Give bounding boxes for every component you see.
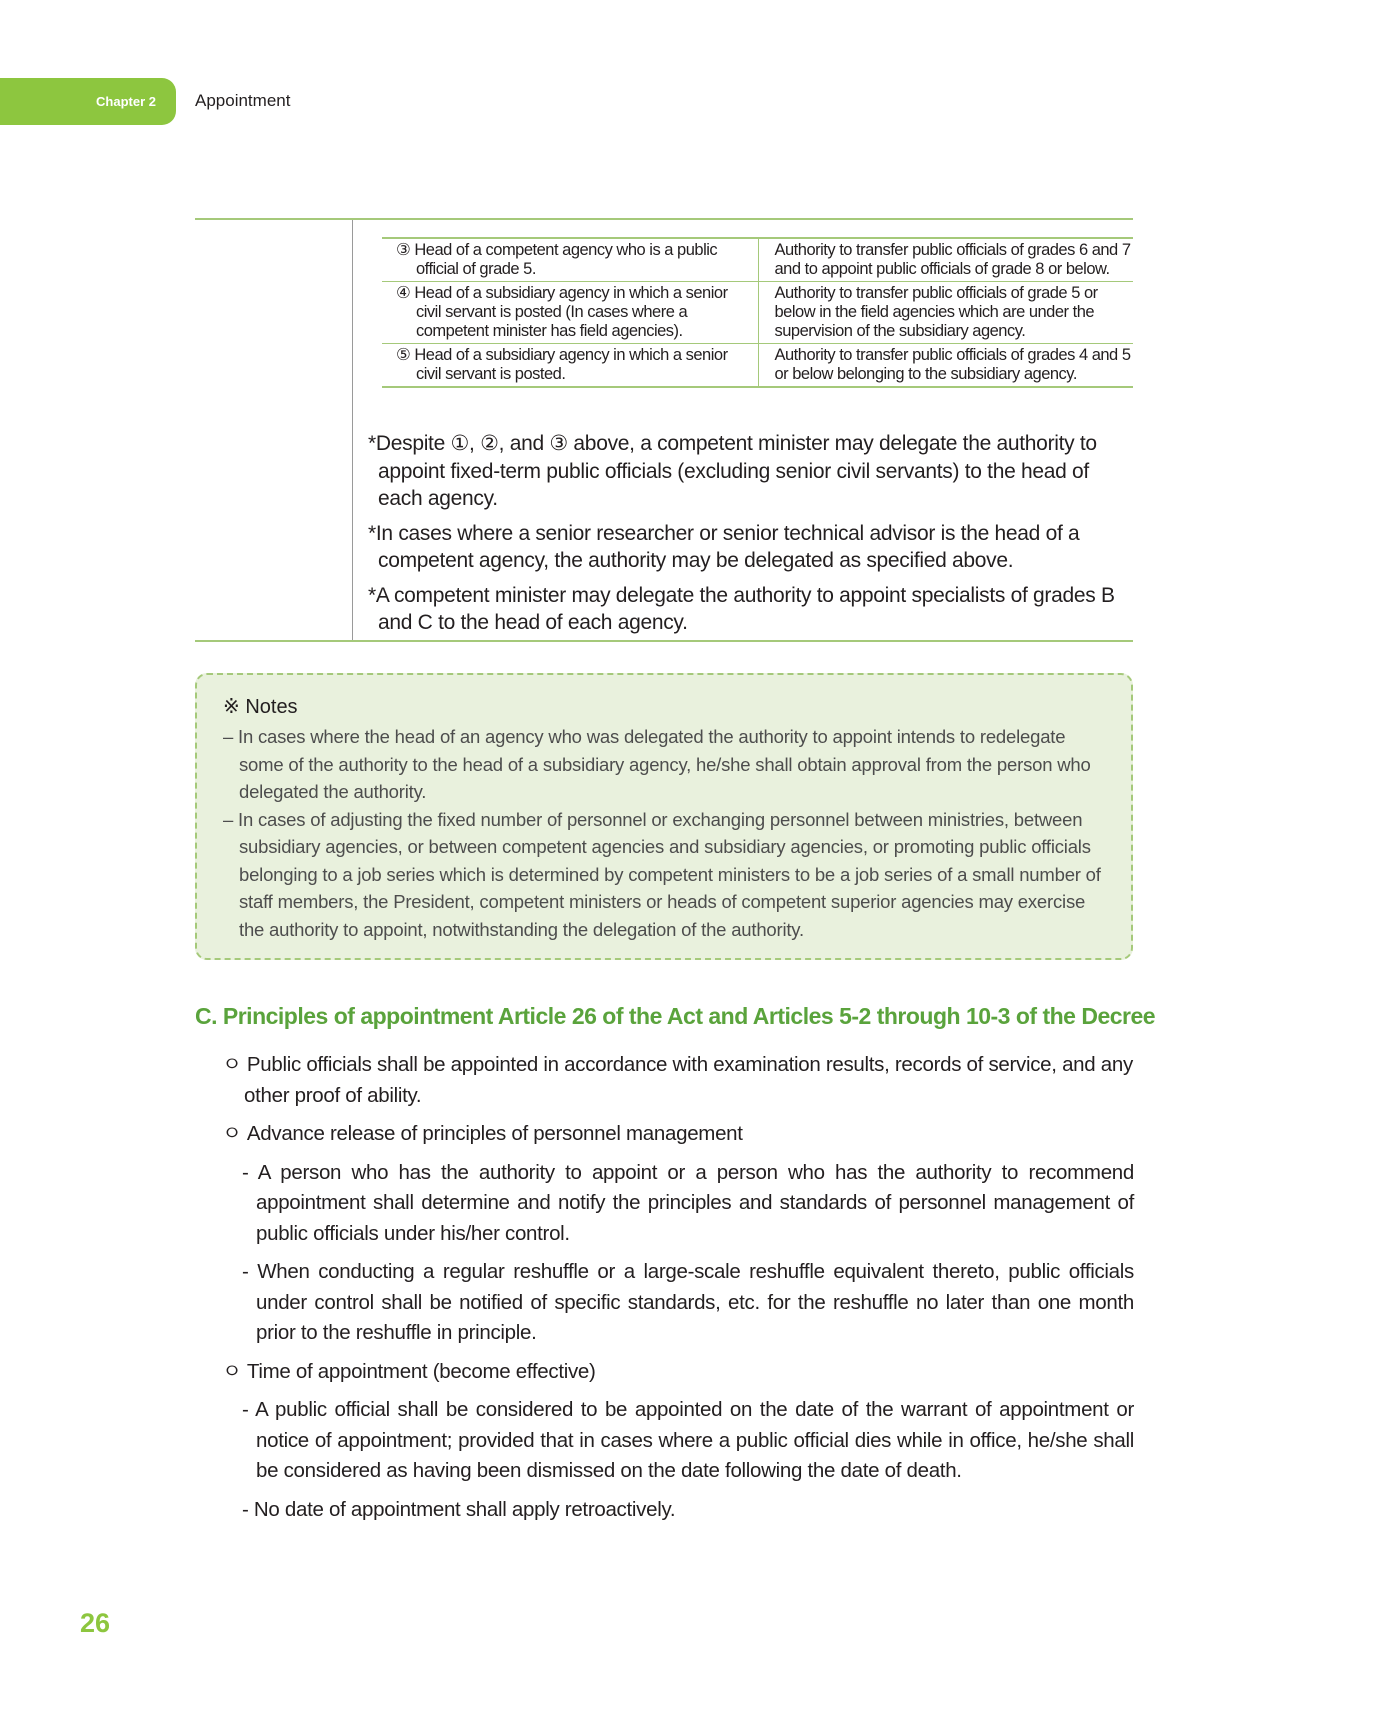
footnote: *Despite ①, ②, and ③ above, a competent minister may delegate the authority to appoint fixed-term public officials (excluding senior civil servants) to the head of each agency.: [368, 432, 1097, 510]
sub-item: - A public official shall be considered to be appointed on the date of the warrant of appointment or notice of appointment; provided that in cases where a public official dies while in office, he/she shall be considered as having been dismissed on the date following the date of death.: [242, 1398, 1134, 1482]
table-footnotes: [368, 430, 1120, 644]
table-cell-who: ③ Head of a competent agency who is a public official of grade 5.: [382, 238, 758, 282]
table-cell-authority: Authority to transfer public officials of grade 5 or below in the field agencies which are under the supervision of the subsidiary agency.: [758, 282, 1133, 344]
delegation-table-frame: [195, 218, 1133, 642]
table-row: [382, 282, 1133, 344]
chapter-title: Appointment: [195, 91, 291, 110]
note-item: – In cases where the head of an agency who was delegated the authority to appoint intends to redelegate some of the authority to the head of a subsidiary agency, he/she shall obtain approval from the person who delegated the authority.: [223, 726, 1091, 802]
section-heading: C. Principles of appointment Article 26 of the Act and Articles 5-2 through 10-3 of the Decree: [195, 1003, 1156, 1029]
chapter-label: Chapter 2: [96, 94, 156, 109]
notes-box: [195, 673, 1133, 960]
bullet-item: ㅇ Time of appointment (become effective): [222, 1359, 596, 1383]
page-number: 26: [80, 1608, 111, 1638]
table-row: [382, 344, 1133, 388]
table-cell-who: ⑤ Head of a subsidiary agency in which a senior civil servant is posted.: [382, 344, 758, 388]
table-cell-who: ④ Head of a subsidiary agency in which a senior civil servant is posted (In cases where a competent minister has field agencies).: [382, 282, 758, 344]
delegation-table: [382, 237, 1133, 388]
table-cell-authority: Authority to transfer public officials of grades 4 and 5 or below belonging to the subsidiary agency.: [758, 344, 1133, 388]
bullet-item: ㅇ Advance release of principles of personnel management: [222, 1122, 743, 1145]
footnote: *A competent minister may delegate the authority to appoint specialists of grades B and C to the head of each agency.: [368, 583, 1115, 634]
sub-item: - A person who has the authority to appoint or a person who has the authority to recommend appointment shall determine and notify the principles and standards of personnel management of public officials under his/her control.: [242, 1160, 1134, 1245]
sub-item: - No date of appointment shall apply retroactively.: [242, 1497, 676, 1521]
table-row: [382, 238, 1133, 282]
sub-item: - When conducting a regular reshuffle or a large-scale reshuffle equivalent thereto, public officials under control shall be notified of specific standards, etc. for the reshuffle no later than one month prior to the reshuffle in principle.: [242, 1260, 1134, 1344]
table-cell-authority: Authority to transfer public officials of grades 6 and 7 and to appoint public officials of grade 8 or below.: [758, 238, 1133, 282]
section-body: [222, 1050, 1134, 1533]
chapter-tab: [0, 78, 176, 125]
frame-divider: [352, 220, 353, 640]
footnote: *In cases where a senior researcher or senior technical advisor is the head of a competent agency, the authority may be delegated as specified above.: [368, 521, 1080, 572]
bullet-item: ㅇ Public officials shall be appointed in accordance with examination results, records of service, and any other proof of ability.: [222, 1053, 1133, 1107]
notes-title: ※ Notes: [223, 696, 298, 718]
note-item: – In cases of adjusting the fixed number of personnel or exchanging personnel between ministries, between subsidiary agencies, or between competent agencies and subsidiary agencies, or promoting public officials belonging to a job series which is determined by competent ministers to be a job series of a small number of staff members, the President, competent ministers or heads of competent superior agencies may exercise the authority to appoint, notwithstanding the delegation of the authority.: [223, 808, 1101, 940]
